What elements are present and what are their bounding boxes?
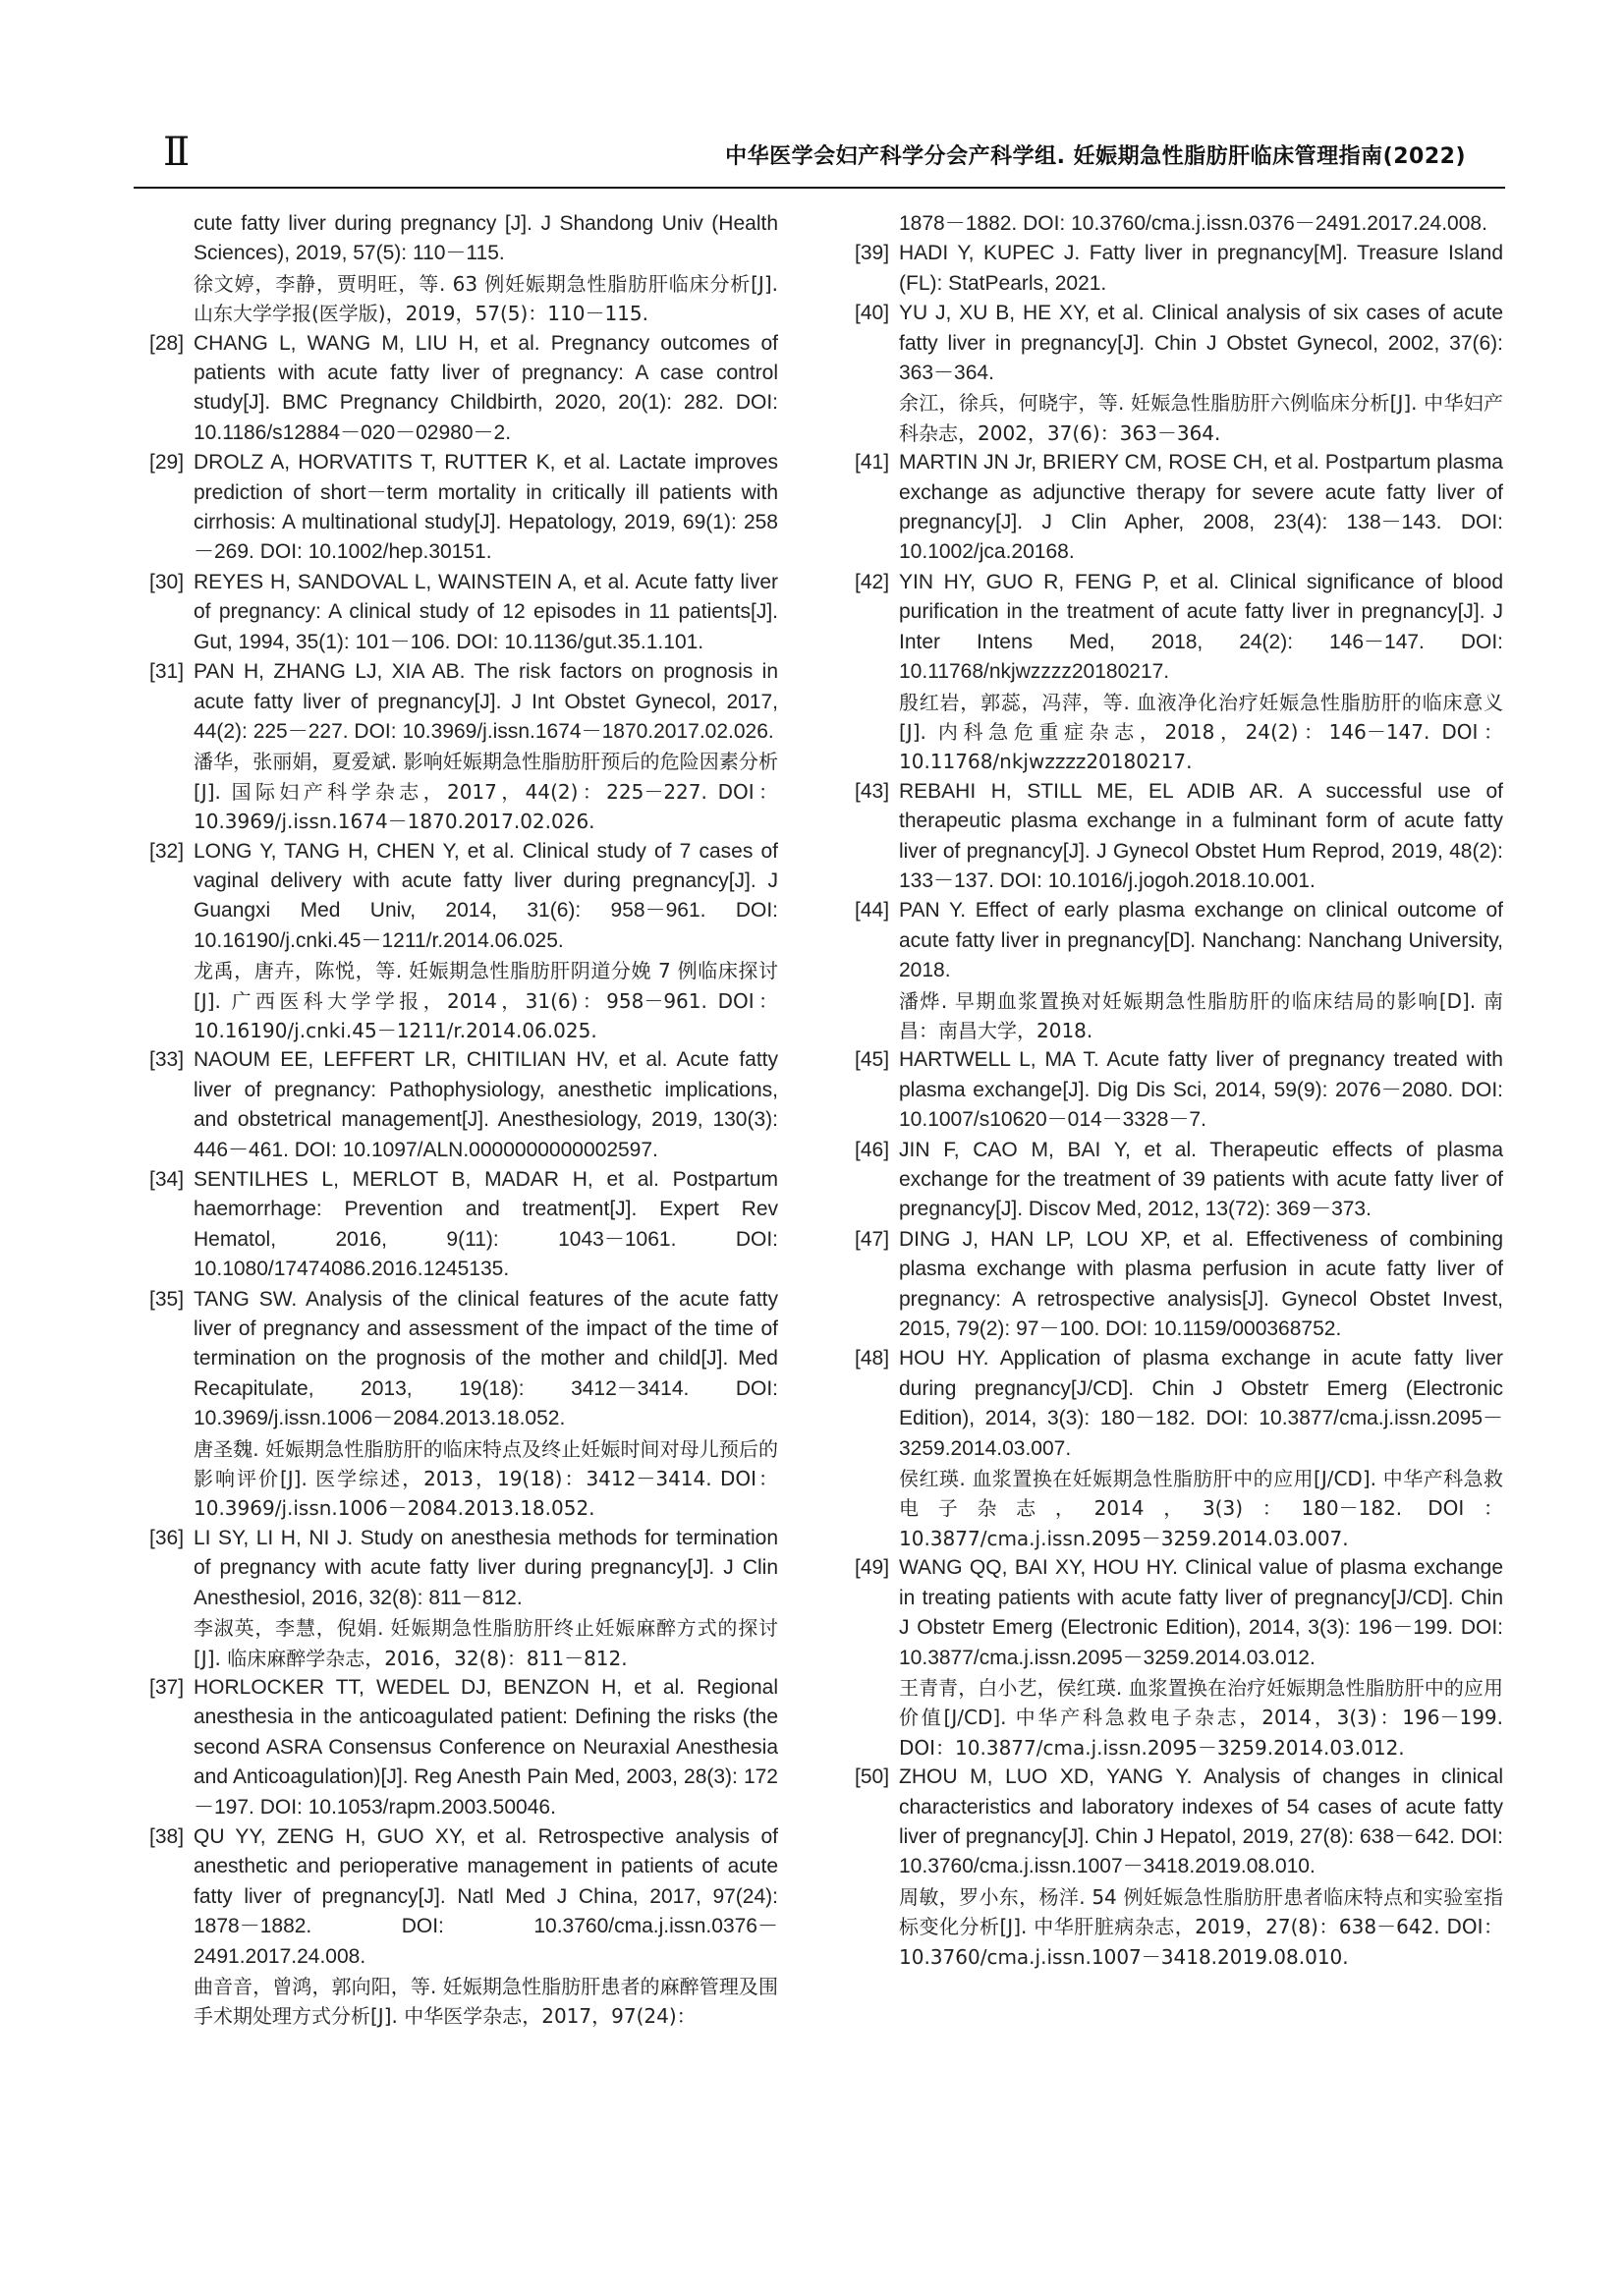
reference-number: [48] bbox=[855, 1347, 890, 1371]
reference-entry bbox=[855, 1225, 1503, 1345]
reference-entry bbox=[149, 1045, 778, 1165]
reference-number: [36] bbox=[149, 1526, 185, 1549]
reference-text-en: JIN F, CAO M, BAI Y, et al. Therapeutic effects of plasma exchange for the treatment of 39 patients with acute fatty liver of pregnancy[J]. Discov Med, 2012, 13(72): 369－373. bbox=[899, 1138, 1503, 1221]
reference-text-zh: 周敏，罗小东，杨洋. 54 例妊娠急性脂肪肝患者临床特点和实验室指标变化分析[J]. 中华肝脏病杂志，2019，27(8)：638－642. DOI：10.3760/cma.j.issn.1007－3418.2019.08.010. bbox=[899, 1884, 1503, 1969]
reference-entry bbox=[855, 1344, 1503, 1553]
reference-text-en: CHANG L, WANG M, LIU H, et al. Pregnancy outcomes of patients with acute fatty liver of pregnancy: A case control study[J]. BMC Pregnancy Childbirth, 2020, 20(1): 282. DOI: 10.1186/s12884－020－02980－2. bbox=[194, 331, 778, 444]
reference-number: [43] bbox=[855, 779, 890, 803]
reference-text-en: LONG Y, TANG H, CHEN Y, et al. Clinical study of 7 cases of vaginal delivery with acute fatty liver during pregnancy[J]. J Guangxi Med Univ, 2014, 31(6): 958－961. DOI: 10.16190/j.cnki.45－1211/r.2014.06.025. bbox=[194, 839, 778, 952]
reference-text-en: YIN HY, GUO R, FENG P, et al. Clinical significance of blood purification in the treatment of acute fatty liver in pregnancy[J]. J Inter Intens Med, 2018, 24(2): 146－147. DOI: 10.11768/nkjwzzzz20180217. bbox=[899, 570, 1503, 684]
reference-text-zh: 侯红瑛. 血浆置换在妊娠期急性脂肪肝中的应用[J/CD]. 中华产科急救电子杂志，2014，3(3)：180－182. DOI：10.3877/cma.j.issn.2095－3259.2014.03.007. bbox=[899, 1467, 1503, 1550]
reference-entry bbox=[855, 1136, 1503, 1225]
reference-text-zh: 潘烨. 早期血浆置换对妊娠期急性脂肪肝的临床结局的影响[D]. 南昌：南昌大学，2018. bbox=[899, 988, 1503, 1042]
reference-number: [32] bbox=[149, 839, 185, 863]
reference-number: [37] bbox=[149, 1675, 185, 1699]
reference-text-zh: 潘华，张丽娟，夏爱斌. 影响妊娠期急性脂肪肝预后的危险因素分析[J]. 国际妇产科学杂志，2017，44(2)：225－227. DOI：10.3969/j.issn.1674－1870.2017.02.026. bbox=[194, 750, 778, 834]
reference-text-en: REYES H, SANDOVAL L, WAINSTEIN A, et al. Acute fatty liver of pregnancy: A clinical study of 12 episodes in 11 patients[J]. Gut, 1994, 35(1): 101－106. DOI: 10.1136/gut.35.1.101. bbox=[194, 570, 778, 653]
reference-text-en: DING J, HAN LP, LOU XP, et al. Effectiveness of combining plasma exchange with plasma perfusion in acute fatty liver of pregnancy: A retrospective analysis[J]. Gynecol Obstet Invest, 2015, 79(2): 97－100. DOI: 10.1159/000368752. bbox=[899, 1227, 1503, 1341]
reference-text-zh: 李淑英，李慧，倪娟. 妊娠期急性脂肪肝终止妊娠麻醉方式的探讨[J]. 临床麻醉学杂志，2016，32(8)：811－812. bbox=[194, 1616, 778, 1670]
references-right-column bbox=[855, 209, 1503, 1972]
reference-number: [39] bbox=[855, 242, 890, 265]
reference-entry bbox=[855, 1553, 1503, 1763]
reference-number: [28] bbox=[149, 331, 185, 355]
reference-text-en: HOU HY. Application of plasma exchange in acute fatty liver during pregnancy[J/CD]. Chin J Obstetr Emerg (Electronic Edition), 2014, 3(3): 180－182. DOI: 10.3877/cma.j.issn.2095－3259.2014.03.007. bbox=[899, 1347, 1503, 1460]
reference-text-en: PAN H, ZHANG LJ, XIA AB. The risk factors on prognosis in acute fatty liver of pregnancy[J]. J Int Obstet Gynecol, 2017, 44(2): 225－227. DOI: 10.3969/j.issn.1674－1870.2017.02.026. bbox=[194, 660, 778, 743]
reference-number: [42] bbox=[855, 570, 890, 593]
reference-number: [50] bbox=[855, 1765, 890, 1789]
reference-entry bbox=[149, 1285, 778, 1524]
reference-entry bbox=[149, 1524, 778, 1673]
reference-text-en: NAOUM EE, LEFFERT LR, CHITILIAN HV, et al. Acute fatty liver of pregnancy: Pathophysiology, anesthetic implications, and obstetrical management[J]. Anesthesiology, 2019, 130(3): 446－461. DOI: 10.1097/ALN.0000000000002597. bbox=[194, 1048, 778, 1161]
reference-number: [47] bbox=[855, 1227, 890, 1251]
reference-entry bbox=[149, 329, 778, 449]
reference-entry bbox=[855, 239, 1503, 299]
reference-entry bbox=[149, 1822, 778, 2032]
reference-entry bbox=[855, 1763, 1503, 1972]
running-title: 中华医学会妇产科学分会产科学组. 妊娠期急性脂肪肝临床管理指南(2022) bbox=[725, 144, 1466, 169]
reference-entry bbox=[855, 209, 1503, 239]
reference-entry bbox=[149, 657, 778, 836]
reference-text-zh: 龙禹，唐卉，陈悦，等. 妊娠期急性脂肪肝阴道分娩 7 例临床探讨[J]. 广西医科大学学报，2014，31(6)：958－961. DOI：10.16190/j.cnki.45－1211/r.2014.06.025. bbox=[194, 959, 778, 1042]
reference-entry bbox=[855, 299, 1503, 448]
reference-entry bbox=[149, 837, 778, 1046]
reference-text-en: DROLZ A, HORVATITS T, RUTTER K, et al. Lactate improves prediction of short－term mortality in critically ill patients with cirrhosis: A multinational study[J]. Hepatology, 2019, 69(1): 258－269. DOI: 10.1002/hep.30151. bbox=[194, 451, 778, 564]
reference-entry bbox=[149, 568, 778, 657]
reference-number: [45] bbox=[855, 1048, 890, 1072]
reference-number: [49] bbox=[855, 1556, 890, 1580]
reference-entry bbox=[855, 777, 1503, 897]
reference-entry bbox=[149, 448, 778, 568]
reference-number: [31] bbox=[149, 660, 185, 684]
reference-text-en: cute fatty liver during pregnancy [J]. J Shandong Univ (Health Sciences), 2019, 57(5): 110－115. bbox=[194, 212, 778, 265]
reference-text-en: TANG SW. Analysis of the clinical features of the acute fatty liver of pregnancy and assessment of the impact of the time of termination on the prognosis of the mother and child[J]. Med Recapitulate, 2013, 19(18): 3412－3414. DOI: 10.3969/j.issn.1006－2084.2013.18.052. bbox=[194, 1287, 778, 1430]
reference-text-zh: 余江，徐兵，何晓宇，等. 妊娠急性脂肪肝六例临床分析[J]. 中华妇产科杂志，2002，37(6)：363－364. bbox=[899, 391, 1503, 445]
reference-number: [46] bbox=[855, 1138, 890, 1161]
reference-text-zh: 唐圣魏. 妊娠期急性脂肪肝的临床特点及终止妊娠时间对母儿预后的影响评价[J]. 医学综述，2013，19(18)：3412－3414. DOI：10.3969/j.issn.1006－2084.2013.18.052. bbox=[194, 1436, 778, 1521]
reference-text-en: HARTWELL L, MA T. Acute fatty liver of pregnancy treated with plasma exchange[J]. Dig Dis Sci, 2014, 59(9): 2076－2080. DOI: 10.1007/s10620－014－3328－7. bbox=[899, 1048, 1503, 1132]
reference-text-en: REBAHI H, STILL ME, EL ADIB AR. A successful use of therapeutic plasma exchange in a fulminant form of acute fatty liver of pregnancy[J]. J Gynecol Obstet Hum Reprod, 2019, 48(2): 133－137. DOI: 10.1016/j.jogoh.2018.10.001. bbox=[899, 779, 1503, 892]
reference-text-zh: 曲音音，曾鸿，郭向阳，等. 妊娠期急性脂肪肝患者的麻醉管理及围手术期处理方式分析[J]. 中华医学杂志，2017，97(24)： bbox=[194, 1974, 778, 2029]
reference-text-en: SENTILHES L, MERLOT B, MADAR H, et al. Postpartum haemorrhage: Prevention and treatment[J]. Expert Rev Hematol, 2016, 9(11): 1043－1061. DOI: 10.1080/17474086.2016.1245135. bbox=[194, 1168, 778, 1281]
page-number: Ⅱ bbox=[163, 130, 191, 175]
reference-text-en: MARTIN JN Jr, BRIERY CM, ROSE CH, et al. Postpartum plasma exchange as adjunctive therapy for severe acute fatty liver of pregnancy[J]. J Clin Apher, 2008, 23(4): 138－143. DOI: 10.1002/jca.20168. bbox=[899, 451, 1503, 564]
reference-text-en: LI SY, LI H, NI J. Study on anesthesia methods for termination of pregnancy with acute fatty liver during pregnancy[J]. J Clin Anesthesiol, 2016, 32(8): 811－812. bbox=[194, 1526, 778, 1609]
reference-number: [38] bbox=[149, 1824, 185, 1848]
reference-entry bbox=[149, 209, 778, 329]
reference-entry bbox=[149, 1673, 778, 1822]
reference-number: [40] bbox=[855, 302, 890, 325]
reference-text-en: ZHOU M, LUO XD, YANG Y. Analysis of changes in clinical characteristics and laboratory indexes of 54 cases of acute fatty liver of pregnancy[J]. Chin J Hepatol, 2019, 27(8): 638－642. DOI: 10.3760/cma.j.issn.1007－3418.2019.08.010. bbox=[899, 1765, 1503, 1878]
reference-number: [41] bbox=[855, 451, 890, 475]
reference-text-en: WANG QQ, BAI XY, HOU HY. Clinical value of plasma exchange in treating patients with acute fatty liver of pregnancy[J/CD]. Chin J Obstetr Emerg (Electronic Edition), 2014, 3(3): 196－199. DOI: 10.3877/cma.j.issn.2095－3259.2014.03.012. bbox=[899, 1556, 1503, 1669]
reference-number: [29] bbox=[149, 451, 185, 475]
page-header bbox=[134, 132, 1505, 189]
reference-text-zh: 王青青，白小艺，侯红瑛. 血浆置换在治疗妊娠期急性脂肪肝中的应用价值[J/CD]. 中华产科急救电子杂志，2014，3(3)：196－199. DOI：10.3877/cma.j.issn.2095－3259.2014.03.012. bbox=[899, 1675, 1503, 1760]
reference-number: [34] bbox=[149, 1168, 185, 1191]
reference-number: [33] bbox=[149, 1048, 185, 1072]
reference-text-en: HORLOCKER TT, WEDEL DJ, BENZON H, et al. Regional anesthesia in the anticoagulated patient: Defining the risks (the second ASRA Consensus Conference on Neuraxial Anesthesia and Anticoagulation)[J]. Reg Anesth Pain Med, 2003, 28(3): 172－197. DOI: 10.1053/rapm.2003.50046. bbox=[194, 1675, 778, 1819]
reference-entry bbox=[149, 1165, 778, 1285]
reference-number: [30] bbox=[149, 570, 185, 593]
reference-text-en: QU YY, ZENG H, GUO XY, et al. Retrospective analysis of anesthetic and perioperative management in patients of acute fatty liver of pregnancy[J]. Natl Med J China, 2017, 97(24): 1878－1882. DOI: 10.3760/cma.j.issn.0376－2491.2017.24.008. bbox=[194, 1824, 778, 1968]
reference-text-en: PAN Y. Effect of early plasma exchange on clinical outcome of acute fatty liver in pregnancy[D]. Nanchang: Nanchang University, 2018. bbox=[899, 899, 1503, 982]
reference-entry bbox=[855, 896, 1503, 1045]
reference-number: [35] bbox=[149, 1287, 185, 1311]
references-left-column bbox=[149, 209, 778, 2032]
reference-text-zh: 徐文婷，李静，贾明旺，等. 63 例妊娠期急性脂肪肝临床分析[J]. 山东大学学报(医学版)，2019，57(5)：110－115. bbox=[194, 271, 778, 326]
reference-entry bbox=[855, 568, 1503, 777]
reference-text-en: YU J, XU B, HE XY, et al. Clinical analysis of six cases of acute fatty liver in pregnancy[J]. Chin J Obstet Gynecol, 2002, 37(6): 363－364. bbox=[899, 302, 1503, 385]
reference-entry bbox=[855, 448, 1503, 568]
reference-text-zh: 殷红岩，郭蕊，冯萍，等. 血液净化治疗妊娠急性脂肪肝的临床意义[J]. 内科急危重症杂志，2018，24(2)：146－147. DOI：10.11768/nkjwzzzz20180217. bbox=[899, 690, 1503, 774]
reference-text-en: 1878－1882. DOI: 10.3760/cma.j.issn.0376－2491.2017.24.008. bbox=[899, 212, 1487, 235]
reference-entry bbox=[855, 1045, 1503, 1135]
reference-text-en: HADI Y, KUPEC J. Fatty liver in pregnancy[M]. Treasure Island (FL): StatPearls, 2021. bbox=[899, 242, 1503, 295]
reference-number: [44] bbox=[855, 899, 890, 923]
